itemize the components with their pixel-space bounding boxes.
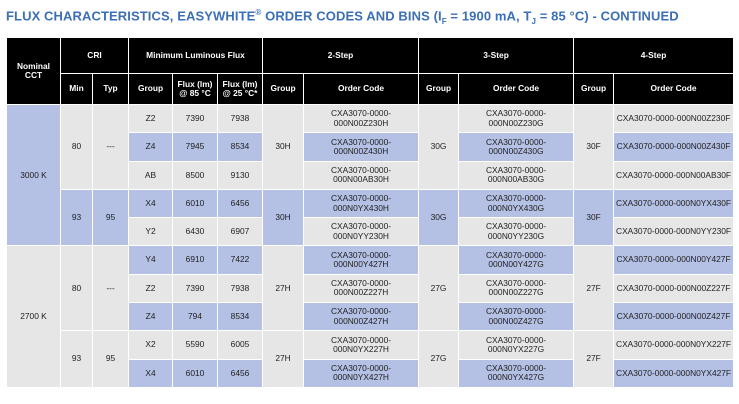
step4-group-header: Group <box>574 74 614 105</box>
group-cell: Z2 <box>129 105 173 133</box>
step2-group-cell: 30H <box>263 105 304 190</box>
group-cell: Z4 <box>129 133 173 161</box>
step3-group-cell: 27G <box>419 246 459 331</box>
step4-group-cell: 27F <box>574 246 614 331</box>
step3-order-code: CXA3070-0000-000N00Z230G <box>459 105 574 133</box>
step4-order-code: CXA3070-0000-000N00Z427F <box>614 303 734 331</box>
cri-typ-cell: --- <box>93 105 129 190</box>
flux25-cell: 6907 <box>218 218 263 246</box>
flux85-cell: 6430 <box>173 218 218 246</box>
step4-order-code: CXA3070-0000-000N0YX430F <box>614 189 734 217</box>
step4-order-code: CXA3070-0000-000N00Z430F <box>614 133 734 161</box>
flux25-cell: 6005 <box>218 331 263 359</box>
step2-order-code: CXA3070-0000-000N00AB30H <box>304 161 419 189</box>
flux85-cell: 7390 <box>173 274 218 302</box>
step4-order-code: CXA3070-0000-000N0YX427F <box>614 359 734 387</box>
step3-group-header: Group <box>419 74 459 105</box>
step2-order-code: CXA3070-0000-000N0YX227H <box>304 331 419 359</box>
step2-order-code: CXA3070-0000-000N0YX427H <box>304 359 419 387</box>
flux85-cell: 6010 <box>173 359 218 387</box>
flux25-cell: 8534 <box>218 303 263 331</box>
step3-order-code-header: Order Code <box>459 74 574 105</box>
step3-order-code: CXA3070-0000-000N00Z430G <box>459 133 574 161</box>
step2-order-code: CXA3070-0000-000N00Y427H <box>304 246 419 274</box>
group-cell: X4 <box>129 189 173 217</box>
group-cell: X2 <box>129 331 173 359</box>
flux25-cell: 9130 <box>218 161 263 189</box>
flux85-cell: 5590 <box>173 331 218 359</box>
group-cell: X4 <box>129 359 173 387</box>
group-cell: Y2 <box>129 218 173 246</box>
cri-typ-cell: --- <box>93 246 129 331</box>
step2-order-code: CXA3070-0000-000N00Z230H <box>304 105 419 133</box>
flux85-cell: 7390 <box>173 105 218 133</box>
step2-order-code: CXA3070-0000-000N00Z227H <box>304 274 419 302</box>
cri-min-cell: 80 <box>61 105 93 190</box>
table-row <box>7 105 734 133</box>
flux85-cell: 6910 <box>173 246 218 274</box>
step3-group-cell: 27G <box>419 331 459 388</box>
step3-order-code: CXA3070-0000-000N00Y427G <box>459 246 574 274</box>
step3-order-code: CXA3070-0000-000N00Z227G <box>459 274 574 302</box>
step4-order-code: CXA3070-0000-000N0YY230F <box>614 218 734 246</box>
step4-order-code: CXA3070-0000-000N00Y427F <box>614 246 734 274</box>
step2-group-header: Group <box>263 74 304 105</box>
step3-order-code: CXA3070-0000-000N0YX430G <box>459 189 574 217</box>
group-cell: Z2 <box>129 274 173 302</box>
cri-typ-header: Typ <box>93 74 129 105</box>
cct-cell: 2700 K <box>7 246 61 387</box>
step4-order-code: CXA3070-0000-000N00Z227F <box>614 274 734 302</box>
step3-order-code: CXA3070-0000-000N0YX427G <box>459 359 574 387</box>
flux25-cell: 6456 <box>218 189 263 217</box>
flux85-cell: 8500 <box>173 161 218 189</box>
cct-cell: 3000 K <box>7 105 61 246</box>
step2-order-code: CXA3070-0000-000N0YY230H <box>304 218 419 246</box>
step2-order-code: CXA3070-0000-000N00Z430H <box>304 133 419 161</box>
cri-typ-cell: 95 <box>93 331 129 388</box>
step4-group-cell: 30F <box>574 105 614 190</box>
group-cell: Y4 <box>129 246 173 274</box>
step3-order-code: CXA3070-0000-000N00Z427G <box>459 303 574 331</box>
step3-header: 3-Step <box>419 38 574 74</box>
step4-order-code-header: Order Code <box>614 74 734 105</box>
step3-order-code: CXA3070-0000-000N0YX227G <box>459 331 574 359</box>
table-row <box>7 189 734 217</box>
step4-group-cell: 27F <box>574 331 614 388</box>
flux25-cell: 7938 <box>218 274 263 302</box>
flux-table <box>6 37 734 388</box>
step2-order-code: CXA3070-0000-000N0YX430H <box>304 189 419 217</box>
cri-min-header: Min <box>61 74 93 105</box>
step4-group-cell: 30F <box>574 189 614 246</box>
step4-order-code: CXA3070-0000-000N00AB30F <box>614 161 734 189</box>
group-cell: AB <box>129 161 173 189</box>
flux85-header: Flux (lm) @ 85 °C <box>173 74 218 105</box>
flux25-cell: 7422 <box>218 246 263 274</box>
table-row <box>7 331 734 359</box>
step4-order-code: CXA3070-0000-000N00Z230F <box>614 105 734 133</box>
cri-typ-cell: 95 <box>93 189 129 246</box>
cri-min-cell: 93 <box>61 189 93 246</box>
min-flux-header: Minimum Luminous Flux <box>129 38 263 74</box>
step2-order-code-header: Order Code <box>304 74 419 105</box>
step3-group-cell: 30G <box>419 189 459 246</box>
page-title: FLUX CHARACTERISTICS, EASYWHITE® ORDER CODES AND BINS ($I_F = 1900$ mA, $T_J = 85$ °C) - CONTINUED <box>6 8 679 26</box>
cri-min-cell: 93 <box>61 331 93 388</box>
step3-order-code: CXA3070-0000-000N0YY230G <box>459 218 574 246</box>
flux85-cell: 794 <box>173 303 218 331</box>
step2-group-cell: 27H <box>263 331 304 388</box>
table-row <box>7 246 734 274</box>
step3-order-code: CXA3070-0000-000N00AB30G <box>459 161 574 189</box>
flux85-cell: 6010 <box>173 189 218 217</box>
group-cell: Z4 <box>129 303 173 331</box>
flux85-cell: 7945 <box>173 133 218 161</box>
cri-min-cell: 80 <box>61 246 93 331</box>
step4-order-code: CXA3070-0000-000N0YX227F <box>614 331 734 359</box>
cri-header: CRI <box>61 38 129 74</box>
flux25-cell: 8534 <box>218 133 263 161</box>
step3-group-cell: 30G <box>419 105 459 190</box>
flux25-cell: 6456 <box>218 359 263 387</box>
flux25-cell: 7938 <box>218 105 263 133</box>
step2-group-cell: 27H <box>263 246 304 331</box>
step2-header: 2-Step <box>263 38 419 74</box>
group-header: Group <box>129 74 173 105</box>
flux25-header: Flux (lm) @ 25 °C* <box>218 74 263 105</box>
step2-group-cell: 30H <box>263 189 304 246</box>
step4-header: 4-Step <box>574 38 734 74</box>
nominal-cct-header: Nominal CCT <box>7 38 61 105</box>
step2-order-code: CXA3070-0000-000N00Z427H <box>304 303 419 331</box>
